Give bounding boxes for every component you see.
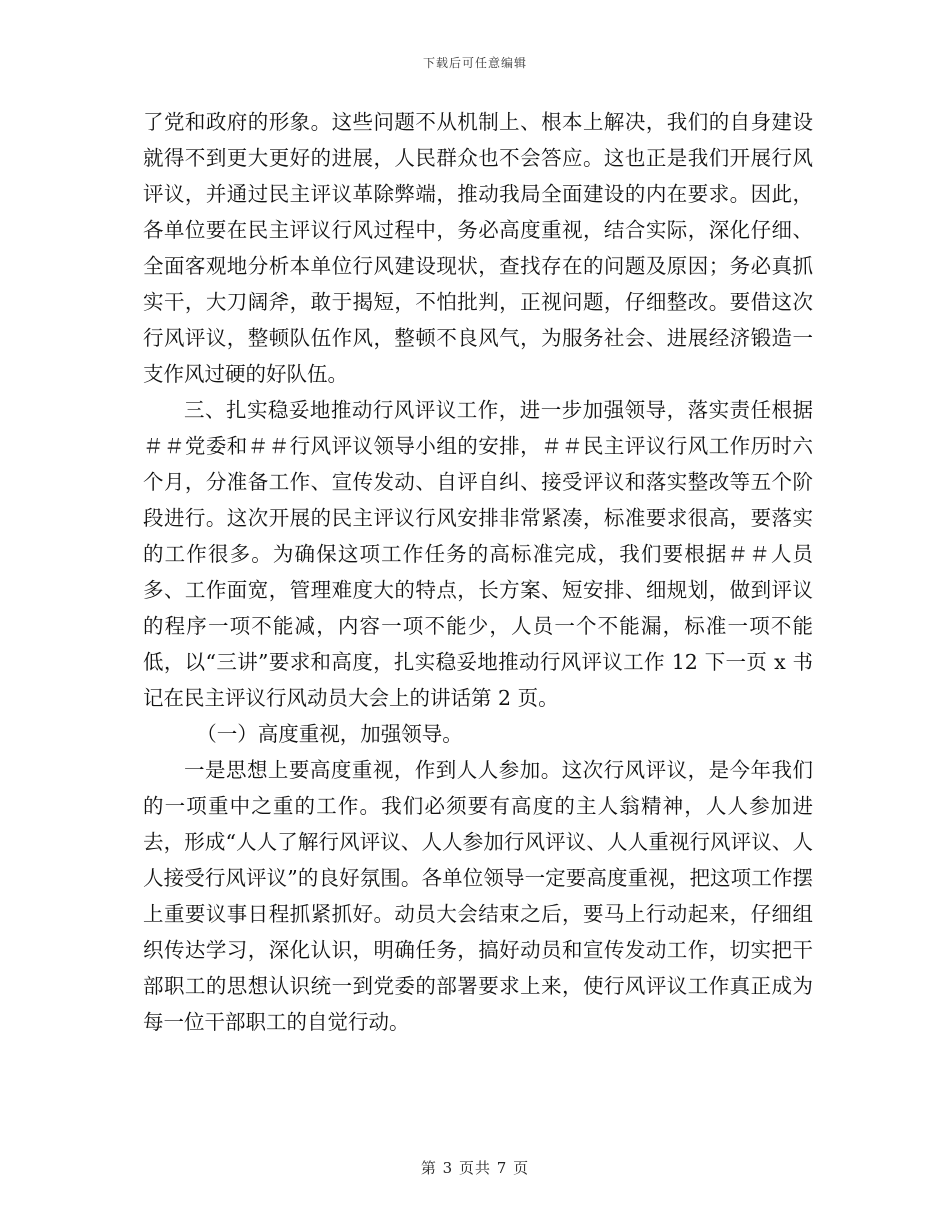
page-header: 下载后可任意编辑 [422, 56, 527, 70]
paragraph-point-one: 一是思想上要高度重视，作到人人参加。这次行风评议，是今年我们的一项重中之重的工作。我们必须要有高度的主人翁精神，人人参加进去，形成“人人了解行风评议、人人参加行风评议、人人重视行风评议、人人接受行风评议”的良好氛围。各单位领导一定要高度重视，把这项工作摆上重要议事日程抓紧抓好。动员大会结束之后，要马上行动起来，仔细组织传达学习，深化认识，明确任务，搞好动员和宣传发动工作，切实把干部职工的思想认识统一到党委的部署要求上来，使行风评议工作真正成为每一位干部职工的自觉行动。 [143, 758, 813, 1034]
subheading-one: （一）高度重视，加强领导。 [196, 722, 463, 746]
paragraph-continuation: 了党和政府的形象。这些问题不从机制上、根本上解决，我们的自身建设就得不到更大更好的进展，人民群众也不会答应。这也正是我们开展行风评议，并通过民主评议革除弊端，推动我局全面建设的内在要求。因此，各单位要在民主评议行风过程中，务必高度重视，结合实际，深化仔细、全面客观地分析本单位行风建设现状，查找存在的问题及原因；务必真抓实干，大刀阔斧，敢于揭短，不怕批判，正视问题，仔细整改。要借这次行风评议，整顿队伍作风，整顿不良风气，为服务社会、进展经济锻造一支作风过硬的好队伍。 [143, 110, 813, 386]
page-number: 第 3 页共 7 页 [420, 1159, 530, 1177]
paragraph-section-three: 三、扎实稳妥地推动行风评议工作，进一步加强领导，落实责任根据＃＃党委和＃＃行风评议领导小组的安排，＃＃民主评议行风工作历时六个月，分准备工作、宣传发动、自评自纠、接受评议和落实整改等五个阶段进行。这次开展的民主评议行风安排非常紧凑，标准要求很高，要落实的工作很多。为确保这项工作任务的高标准完成，我们要根据＃＃人员多、工作面宽，管理难度大的特点，长方案、短安排、细规划，做到评议的程序一项不能减，内容一项不能少，人员一个不能漏，标准一项不能低，以“三讲”要求和高度，扎实稳妥地推动行风评议工作 12 下一页 x 书记在民主评议行风动员大会上的讲话第 2 页。 [143, 398, 813, 710]
document-body [143, 104, 813, 1040]
